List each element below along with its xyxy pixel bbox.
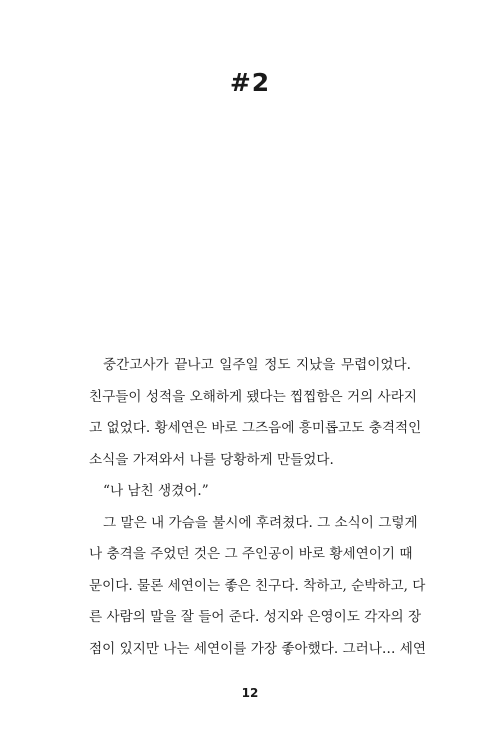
paragraph: [89, 508, 427, 666]
text-line: “나 남친 생겼어.”: [103, 483, 209, 499]
text-line: 른 사람의 말을 잘 들어 준다. 성지와 은영이도 각자의 장: [89, 609, 422, 625]
text-line: 친구들이 성적을 오해하게 됐다는 찝찝함은 거의 사라지: [89, 388, 417, 405]
paragraph: [89, 350, 422, 476]
paragraph-dialogue: [89, 476, 411, 508]
text-line: 고 없었다. 황세연은 바로 그즈음에 흥미롭고도 충격적인: [89, 420, 422, 436]
text-line: 소식을 가져와서 나를 당황하게 만들었다.: [89, 451, 334, 468]
body-text: [89, 350, 427, 665]
page-number: 12: [241, 686, 259, 700]
text-line: 문이다. 물론 세연이는 좋은 친구다. 착하고, 순박하고, 다: [89, 577, 426, 594]
text-line: 중간고사가 끝나고 일주일 정도 지났을 무렵이었다.: [103, 357, 411, 373]
text-line: 점이 있지만 나는 세연이를 가장 좋아했다. 그러나… 세연: [89, 640, 427, 657]
chapter-title: #2: [229, 68, 271, 97]
text-line: 나 충격을 주었던 것은 그 주인공이 바로 황세연이기 때: [89, 546, 413, 562]
text-line: 그 말은 내 가슴을 불시에 후려쳤다. 그 소식이 그렇게: [103, 514, 418, 531]
